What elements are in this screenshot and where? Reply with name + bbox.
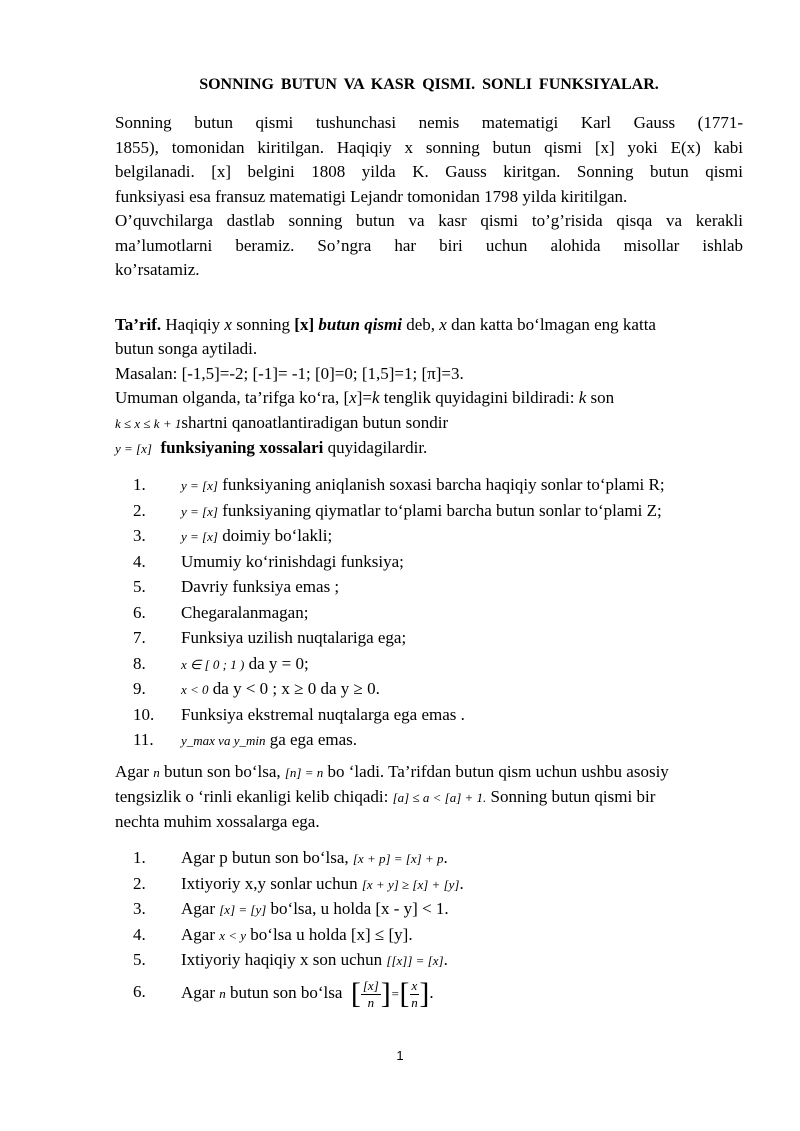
property-math: x < 0 <box>181 682 209 697</box>
property-text: Funksiya ekstremal nuqtalarga ega emas . <box>181 704 465 724</box>
property-text: ga ega emas. <box>265 730 358 749</box>
inequality-text: shartni qanoatlantiradigan butun sondir <box>181 413 449 432</box>
agar-math: [n] = n <box>284 765 324 780</box>
property-number: 6. <box>133 982 146 1001</box>
property-text: bo‘lsa u holda [x] ≤ [y]. <box>246 924 413 944</box>
property-number: 2. <box>133 873 146 893</box>
property-math: [x + y] ≥ [x] + [y] <box>361 876 460 892</box>
fraction-denominator: n <box>367 994 375 1010</box>
property-end: . <box>429 983 434 1002</box>
definition-term: butun qismi <box>318 315 402 334</box>
property-text: Umumiy ko‘rinishdagi funksiya; <box>181 551 404 571</box>
property-text: Agar <box>181 899 220 918</box>
agar-text: butun son bo‘lsa, <box>159 762 285 781</box>
property-text-wrap <box>181 676 380 703</box>
intro-line: Sonning butun qismi tushunchasi nemis matematigi Karl Gauss (1771- <box>115 113 743 132</box>
agar-var: n <box>153 765 160 780</box>
property-text: . <box>443 950 448 969</box>
property-text-wrap <box>181 600 308 626</box>
property-text: Funksiya uzilish nuqtalariga ega; <box>181 628 407 647</box>
definition-line <box>115 313 656 338</box>
intro-paragraph <box>115 111 743 283</box>
agar-text: tengsizlik o ‘rinli ekanligi kelib chiqadi: <box>115 787 393 806</box>
property-text: Ixtiyoriy x,y sonlar uchun <box>181 873 362 893</box>
property-number: 3. <box>133 526 146 545</box>
property-text: Agar <box>181 983 220 1002</box>
def-text: deb, <box>402 315 440 334</box>
property-text-wrap <box>181 472 665 499</box>
property-number: 9. <box>133 679 146 698</box>
properties-title: funksiyaning xossalari <box>160 438 324 457</box>
page-number: 1 <box>396 1048 404 1063</box>
property-math: x < y <box>219 927 247 943</box>
inequality-math: k ≤ x ≤ k + 1 <box>115 416 182 431</box>
property-number: 11. <box>133 730 154 749</box>
property-number: 3. <box>133 899 146 918</box>
property-text-wrap <box>181 625 406 651</box>
property-text-wrap <box>181 523 332 550</box>
fraction-numerator: x <box>411 977 418 993</box>
property-text: da y = 0; <box>244 653 309 673</box>
property-text: Agar <box>181 924 220 944</box>
property-math: y = [x] <box>181 529 218 544</box>
property-text-wrap <box>181 727 357 754</box>
fraction-left <box>361 978 381 1011</box>
property-text: bo‘lsa, u holda [x - y] < 1. <box>266 899 449 918</box>
def-var: x <box>224 315 232 334</box>
property-text: butun son bo‘lsa <box>225 983 343 1002</box>
agar-text: bo ‘ladi. Ta’rifdan butun qism uchun ushbu asosiy <box>323 762 669 781</box>
property-number: 1. <box>133 475 146 494</box>
fraction-right <box>410 978 420 1011</box>
property-text: . <box>459 873 464 893</box>
gen-text: ]= <box>356 388 372 407</box>
property-text: . <box>443 848 448 867</box>
properties-tail: quyidagilardir. <box>323 438 428 457</box>
property-math: [[x]] = [x] <box>386 953 444 968</box>
property-text: doimiy bo‘lakli; <box>217 526 333 545</box>
def-text: dan katta bo‘lmagan eng katta <box>446 315 656 334</box>
property-number: 8. <box>133 653 146 673</box>
property-math: [x] = [y] <box>219 902 267 917</box>
agar-line-1 <box>115 760 669 786</box>
property-text: Ixtiyoriy haqiqiy x son uchun <box>181 950 387 969</box>
agar-line-2 <box>115 785 655 811</box>
gen-text: tenglik quyidagini bildiradi: <box>379 388 579 407</box>
intro-line: 1855), tomonidan kiritilgan. Haqiqiy x sonning butun qismi [x] yoki E(x) kabi <box>115 137 743 157</box>
property-number: 2. <box>133 500 146 520</box>
property-number: 1. <box>133 848 146 867</box>
agar-line-3: nechta muhim xossalarga ega. <box>115 812 320 831</box>
gen-var: k <box>578 388 587 407</box>
agar-text: Sonning butun qismi bir <box>486 787 656 806</box>
property-text: da y < 0 ; x ≥ 0 da y ≥ 0. <box>208 679 380 698</box>
property-number: 7. <box>133 628 146 647</box>
property-text: Chegaralanmagan; <box>181 602 309 622</box>
agar-math: [a] ≤ a < [a] + 1. <box>392 790 487 805</box>
def-text: Haqiqiy <box>161 315 225 334</box>
property-number: 5. <box>133 950 146 969</box>
property-var: n <box>219 986 226 1001</box>
property-text: funksiyaning qiymatlar to‘plami barcha butun sonlar to‘plami Z; <box>217 500 662 520</box>
property-math: y_max va y_min <box>181 733 266 748</box>
property-text-wrap <box>181 549 404 575</box>
intro-line: funksiyasi esa fransuz matematigi Lejandr tomonidan 1798 yilda kiritilgan. <box>115 186 628 206</box>
general-line <box>115 386 614 411</box>
property-text: funksiyaning aniqlanish soxasi barcha haqiqiy sonlar to‘plami R; <box>217 475 665 494</box>
property-text-wrap <box>181 845 448 872</box>
example-line: Masalan: [-1,5]=-2; [-1]= -1; [0]=0; [1,5]=1; [π]=3. <box>115 364 464 383</box>
property-text-wrap <box>181 871 464 898</box>
intro-line: belgilanadi. [x] belgini 1808 yilda K. Gauss kiritgan. Sonning butun qismi <box>115 162 743 181</box>
page-title: SONNING BUTUN VA KASR QISMI. SONLI FUNKSIYALAR. <box>199 76 659 93</box>
gen-text: son <box>586 388 615 407</box>
property-text-wrap <box>181 498 662 525</box>
property-text-wrap <box>181 922 413 949</box>
property-number: 4. <box>133 924 146 944</box>
fraction-numerator: [x] <box>362 977 379 993</box>
property-number: 4. <box>133 551 146 571</box>
def-text: sonning <box>231 315 295 334</box>
agar-text: Agar <box>115 762 154 781</box>
property-text-wrap <box>181 702 465 728</box>
gen-var: x <box>349 388 357 407</box>
function-math: y = [x] <box>115 441 152 456</box>
property-number: 5. <box>133 577 146 596</box>
property-text: Davriy funksiya emas ; <box>181 577 340 596</box>
property-math: [x + p] = [x] + p <box>352 851 444 866</box>
property-number: 6. <box>133 602 146 622</box>
intro-line: ko’rsatamiz. <box>115 260 200 279</box>
property-math: x ∈ [ 0 ; 1 ) <box>181 656 245 672</box>
definition-line-2: butun songa aytiladi. <box>115 339 258 358</box>
gen-var: k <box>371 388 380 407</box>
intro-line: O’quvchilarga dastlab sonning butun va kasr qismi to’g’risida qisqa va kerakli <box>115 211 743 230</box>
gen-text: Umuman olganda, ta’rifga ko‘ra, [ <box>115 388 350 407</box>
fraction-denominator: n <box>411 994 418 1010</box>
inequality-line <box>115 411 448 437</box>
def-var: x <box>439 315 447 334</box>
intro-line: ma’lumotlarni beramiz. So’ngra har biri uchun alohida misollar ishlab <box>115 235 743 255</box>
definition-label: Ta’rif. <box>115 315 162 334</box>
property-math: y = [x] <box>181 503 218 519</box>
property-text-wrap <box>181 651 309 678</box>
properties-heading <box>115 436 427 462</box>
equals-sign: = <box>390 986 400 1001</box>
property-text: Agar p butun son bo‘lsa, <box>181 848 353 867</box>
def-bracket: [x] <box>294 315 315 334</box>
property-text-wrap <box>181 896 449 923</box>
property-math: y = [x] <box>181 478 218 493</box>
property-text-wrap <box>181 574 339 600</box>
property-number: 10. <box>133 704 155 724</box>
